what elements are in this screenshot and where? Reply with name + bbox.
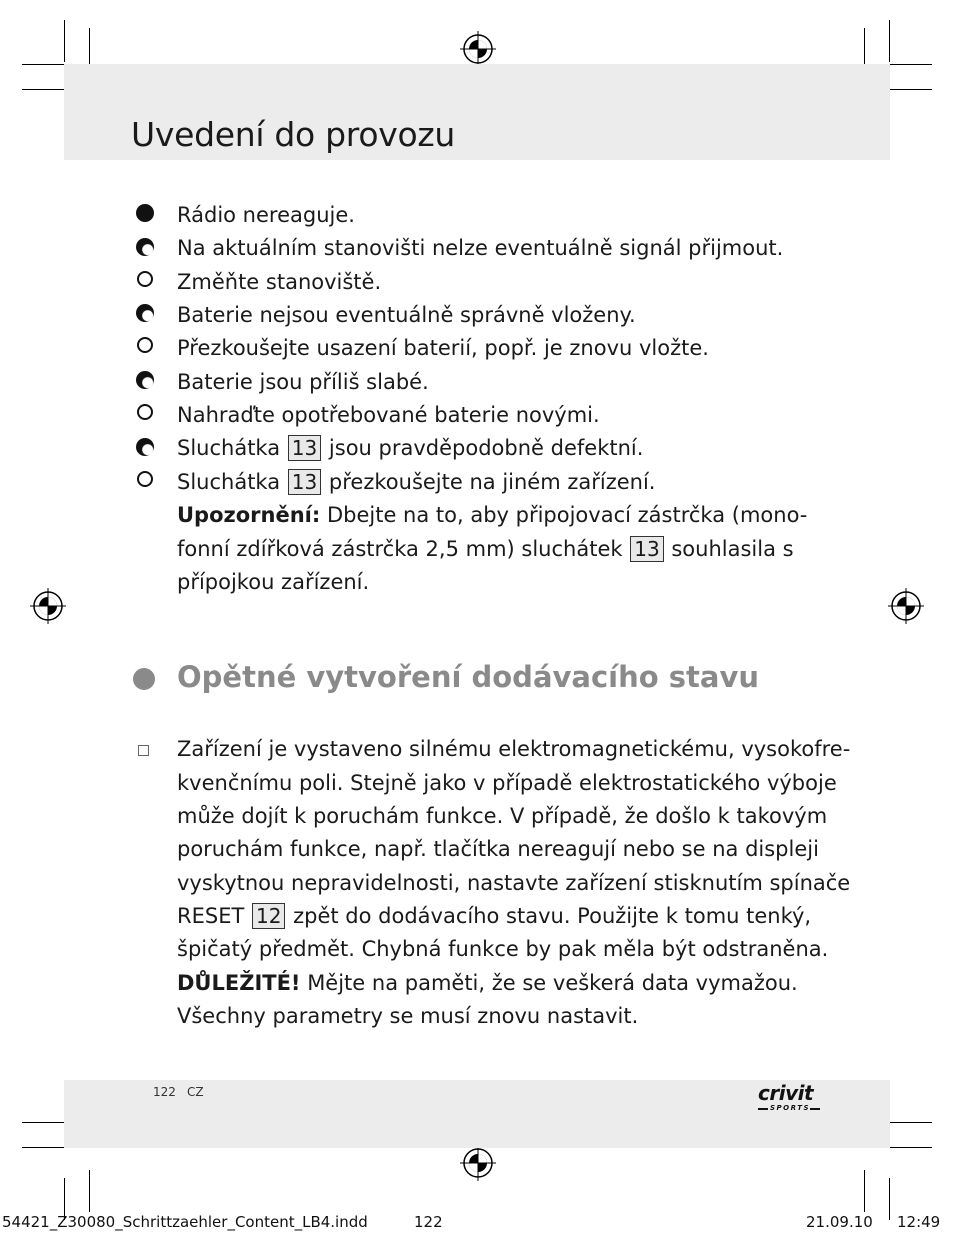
crivit-logo (758, 1082, 824, 1118)
logo-subtitle: SPORTS (770, 1104, 811, 1112)
registration-mark-top-icon (460, 31, 496, 67)
list-item: Nahraďte opotřebované baterie novými. (177, 403, 600, 427)
important-label: DŮLEŽITÉ! (177, 971, 301, 995)
note-line-2: fonní zdířková zástrčka 2,5 mm) sluchátek 13 souhlasila s (177, 537, 794, 561)
list-item: Přezkoušejte usazení baterií, popř. je znovu vložte. (177, 336, 709, 360)
section-heading: Opětné vytvoření dodávacího stavu (177, 660, 760, 694)
note-label: Upozornění: (177, 503, 321, 527)
paragraph-line: kvenčnímu poli. Stejně jako v případě elektrostatického výboje (177, 771, 837, 795)
paragraph-line: Zařízení je vystaveno silnému elektromagnetickému, vysokofre- (177, 737, 851, 761)
language-code: CZ (187, 1085, 204, 1099)
open-bullet-icon (137, 271, 153, 287)
list-item: Rádio nereaguje. (177, 203, 355, 227)
logo-wordmark: crivit (758, 1081, 814, 1105)
list-item: Na aktuálním stanovišti nelze eventuálně signál přijmout. (177, 236, 784, 260)
checkbox-square-icon (138, 745, 149, 756)
part-reference-badge: 13 (288, 469, 321, 495)
registration-mark-left-icon (30, 588, 66, 624)
note-line-1: Upozornění: Dbejte na to, aby připojovací zástrčka (mono- (177, 503, 808, 527)
page-number: 122 (153, 1085, 176, 1099)
list-item: Změňte stanoviště. (177, 270, 382, 294)
open-bullet-icon (137, 337, 153, 353)
part-reference-badge: 13 (630, 536, 663, 562)
half-filled-bullet-icon (136, 371, 154, 389)
page-title: Uvedení do provozu (131, 115, 455, 154)
filled-bullet-icon (136, 204, 154, 222)
half-filled-bullet-icon (136, 438, 154, 456)
paragraph-line: může dojít k poruchám funkce. V případě, že došlo k takovým (177, 804, 828, 828)
note-line-3: přípojkou zařízení. (177, 570, 370, 594)
list-item: Sluchátka 13 přezkoušejte na jiném zařízení. (177, 470, 656, 494)
half-filled-bullet-icon (136, 304, 154, 322)
paragraph-line: poruchám funkce, např. tlačítka nereagují nebo se na displeji (177, 837, 819, 861)
registration-mark-bottom-icon (460, 1145, 496, 1181)
open-bullet-icon (137, 404, 153, 420)
list-item: Sluchátka 13 jsou pravděpodobně defektní. (177, 436, 644, 460)
paragraph-line: vyskytnou nepravidelnosti, nastavte zařízení stisknutím spínače (177, 871, 851, 895)
slug-date: 21.09.10 (806, 1213, 873, 1231)
slug-page: 122 (414, 1213, 443, 1231)
list-item: Baterie nejsou eventuálně správně vloženy. (177, 303, 636, 327)
list-item: Baterie jsou příliš slabé. (177, 370, 429, 394)
paragraph-line: špičatý předmět. Chybná funkce by pak měla být odstraněna. (177, 937, 829, 961)
slug-time: 12:49 (897, 1213, 941, 1231)
part-reference-badge: 12 (252, 903, 285, 929)
section-bullet-icon (133, 668, 155, 690)
registration-mark-right-icon (888, 588, 924, 624)
paragraph-line: RESET 12 zpět do dodávacího stavu. Použijte k tomu tenký, (177, 904, 812, 928)
paragraph-line: DŮLEŽITÉ! Mějte na paměti, že se veškerá data vymažou. (177, 971, 798, 995)
paragraph-line: Všechny parametry se musí znovu nastavit. (177, 1004, 639, 1028)
half-filled-bullet-icon (136, 238, 154, 256)
open-bullet-icon (137, 471, 153, 487)
part-reference-badge: 13 (288, 435, 321, 461)
slug-filename: 54421_Z30080_Schrittzaehler_Content_LB4.indd (2, 1213, 368, 1231)
